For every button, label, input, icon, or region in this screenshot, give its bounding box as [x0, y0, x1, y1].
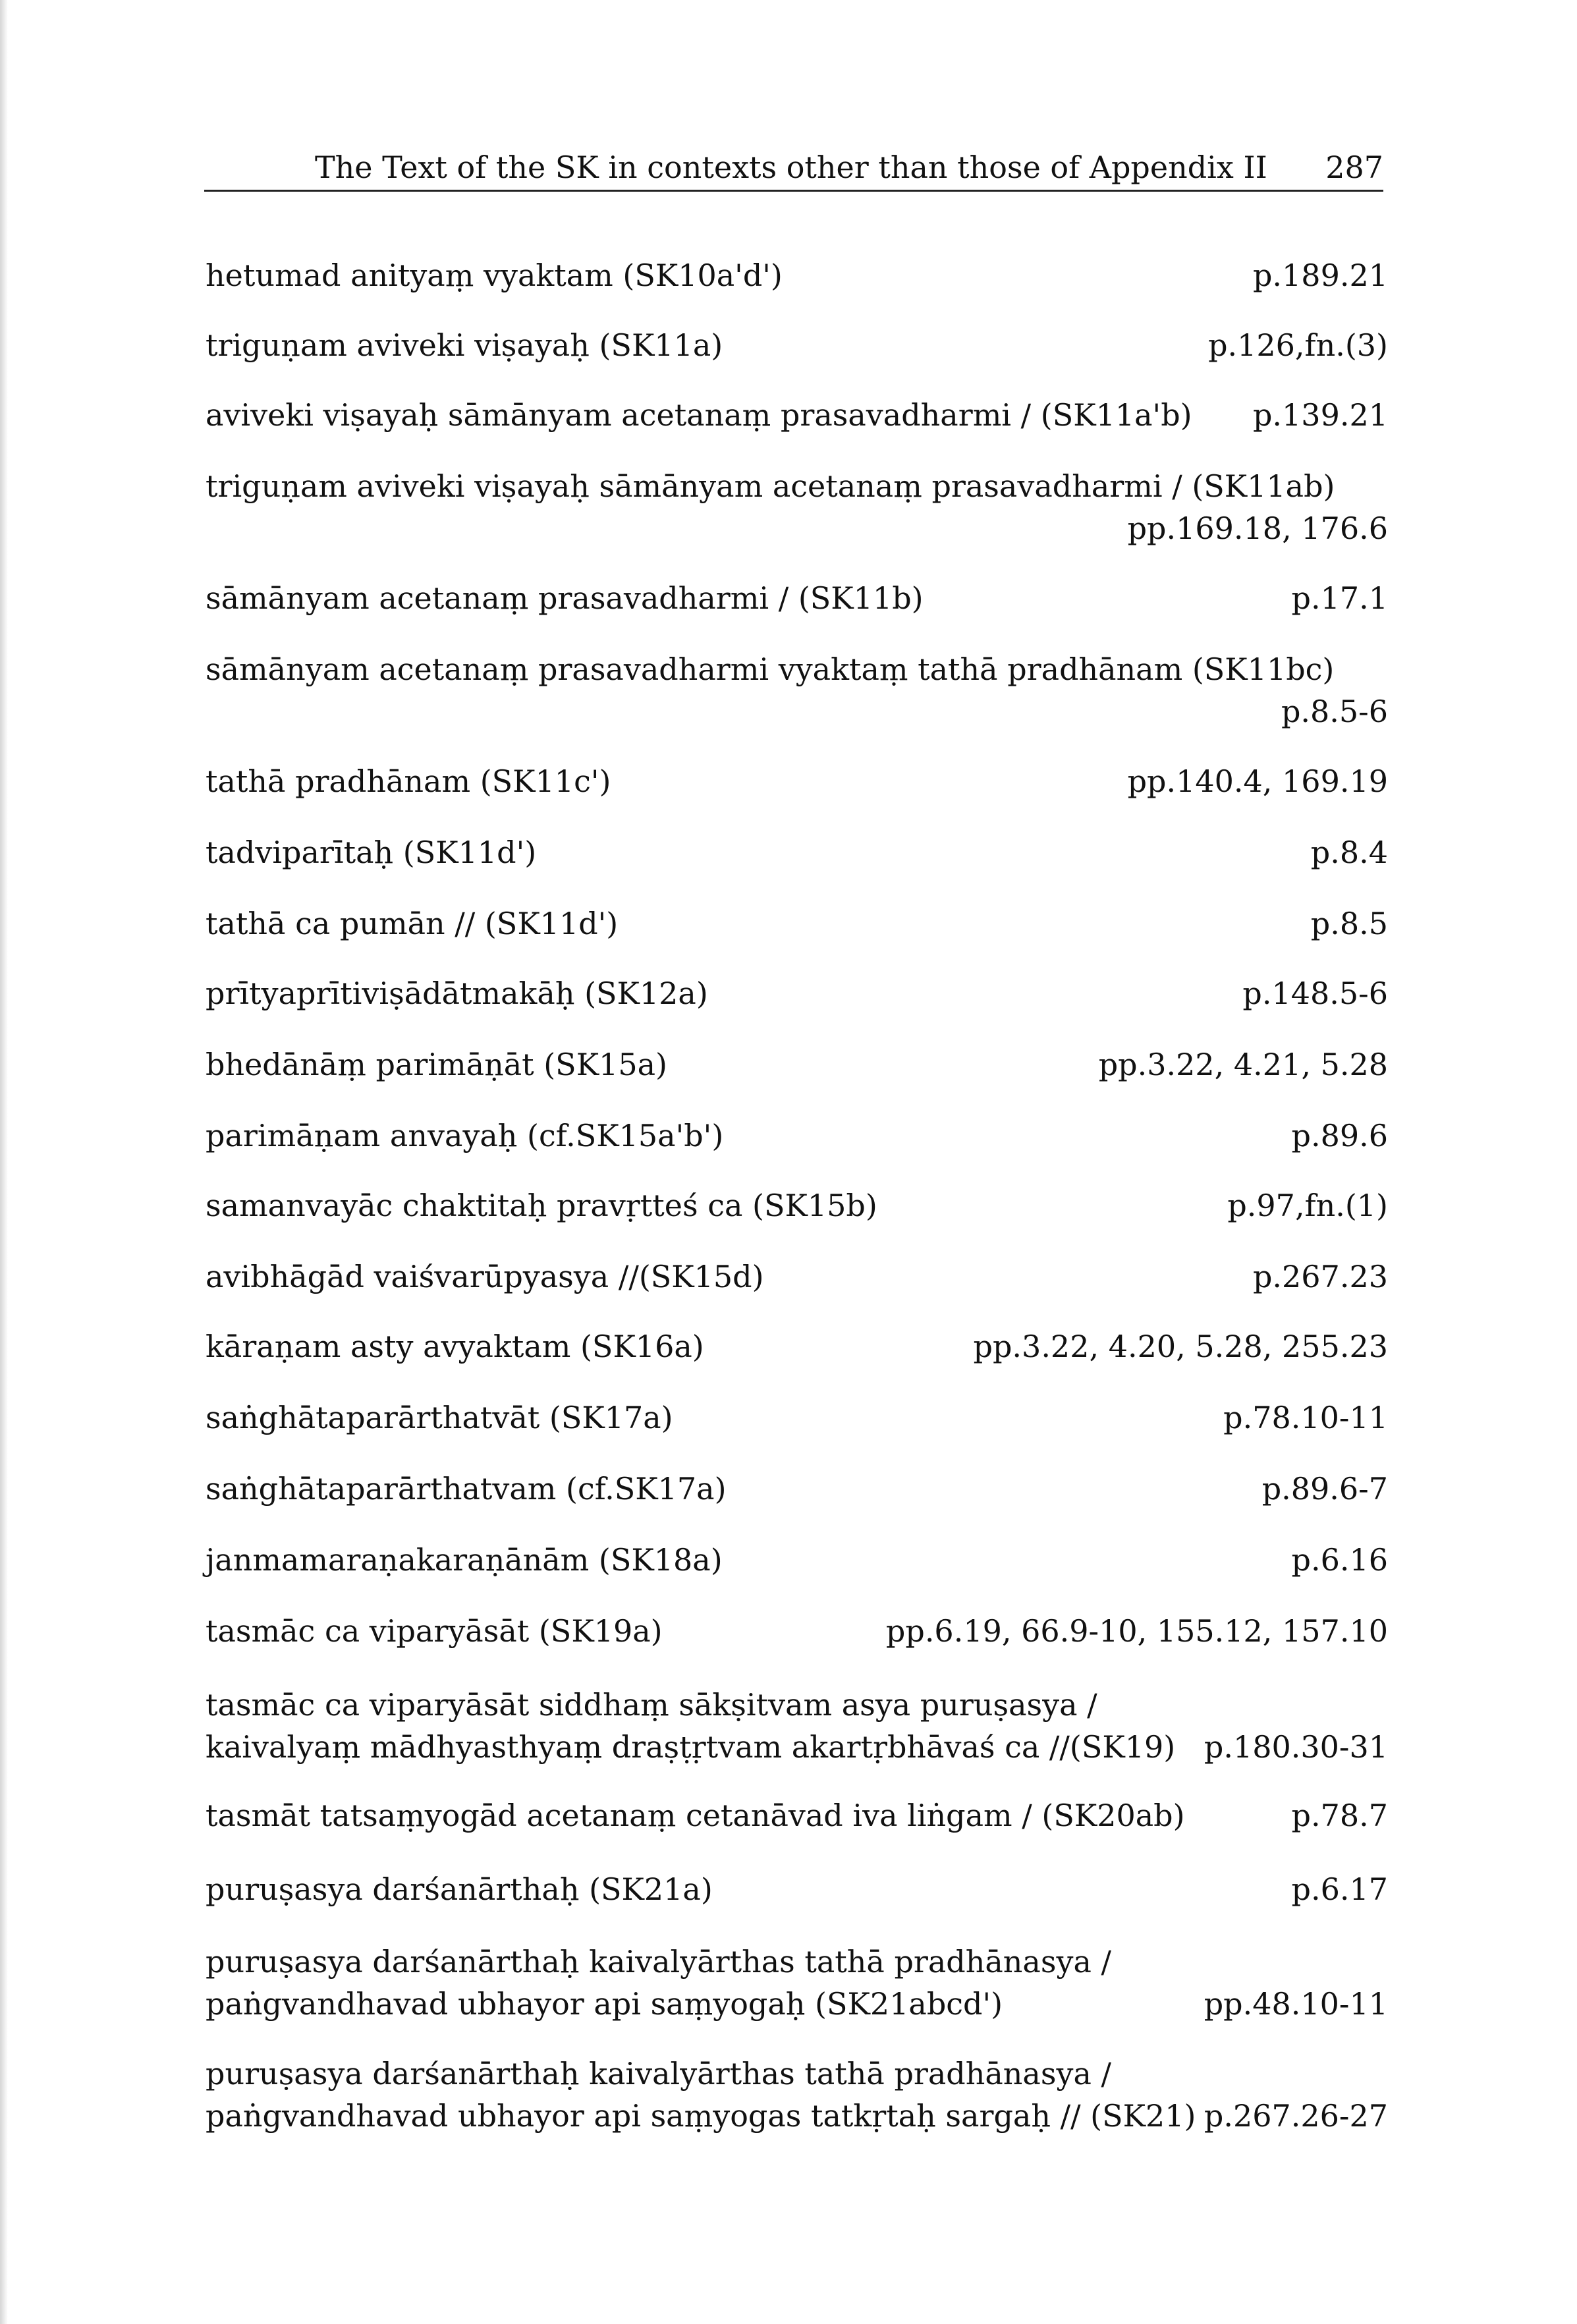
entry-text: sāmānyam acetanaṃ prasavadharmi / (SK11b): [206, 580, 924, 616]
index-entry: [206, 1184, 1388, 1227]
entry-reference: p.267.26-27: [1204, 2098, 1388, 2134]
entry-text-line: tasmāc ca viparyāsāt siddhaṃ sākṣitvam asya puruṣasya /: [206, 1687, 1097, 1723]
index-entry: [206, 760, 1388, 802]
page-number: 287: [1325, 150, 1383, 185]
entry-reference: pp.3.22, 4.21, 5.28: [1098, 1047, 1388, 1082]
running-header-title: The Text of the SK in contexts other than those of Appendix II: [315, 150, 1267, 185]
entry-text-line: paṅgvandhavad ubhayor api saṃyogas tatkṛtaḥ sargaḥ // (SK21): [206, 2098, 1196, 2134]
index-entry: [206, 1868, 1388, 1910]
entry-text: samanvayāc chaktitaḥ pravṛtteś ca (SK15b): [206, 1188, 877, 1223]
entry-reference: p.6.17: [1291, 1871, 1388, 1907]
entry-reference: pp.48.10-11: [1204, 1986, 1388, 2022]
header-rule: [204, 190, 1383, 192]
entry-reference: pp.169.18, 176.6: [1127, 511, 1388, 546]
entry-text: prītyaprītiviṣādātmakāḥ (SK12a): [206, 976, 708, 1011]
entry-reference: p.8.5: [1310, 906, 1388, 941]
index-entry: [206, 1325, 1388, 1368]
page-edge-shadow: [0, 0, 8, 2324]
entry-text: tasmāc ca viparyāsāt (SK19a): [206, 1613, 663, 1649]
index-entry: [206, 1610, 1388, 1652]
entry-reference: p.78.7: [1291, 1798, 1388, 1833]
entry-reference: p.78.10-11: [1223, 1400, 1388, 1435]
entry-reference: p.8.4: [1310, 835, 1388, 870]
entry-text-line: kaivalyaṃ mādhyasthyaṃ draṣṭṛtvam akartṛbhāvaś ca //(SK19): [206, 1729, 1176, 1765]
entry-text: parimāṇam anvayaḥ (cf.SK15a'b'): [206, 1118, 724, 1153]
entry-reference: p.189.21: [1252, 258, 1388, 293]
index-entry: [206, 972, 1388, 1014]
index-entry: [206, 1468, 1388, 1510]
entry-reference: p.97,fn.(1): [1227, 1188, 1388, 1223]
entry-reference: p.89.6: [1291, 1118, 1388, 1153]
index-entry: [206, 2053, 1388, 2137]
entry-text: sāmānyam acetanaṃ prasavadharmi vyaktaṃ tathā pradhānam (SK11bc): [206, 651, 1335, 687]
index-entry: [206, 254, 1388, 296]
index-entry: [206, 648, 1388, 733]
entry-text: aviveki viṣayaḥ sāmānyam acetanaṃ prasavadharmi / (SK11a'b): [206, 397, 1192, 433]
entry-reference: p.126,fn.(3): [1208, 327, 1388, 363]
entry-reference: p.17.1: [1291, 580, 1388, 616]
entry-text: tathā ca pumān // (SK11d'): [206, 906, 619, 941]
entry-text: tasmāt tatsaṃyogād acetanaṃ cetanāvad iva liṅgam / (SK20ab): [206, 1798, 1185, 1833]
entry-text: janmamaraṇakaraṇānām (SK18a): [206, 1542, 723, 1578]
index-entry: [206, 394, 1388, 436]
index-entry: [206, 831, 1388, 873]
entry-reference: p.89.6-7: [1261, 1471, 1388, 1507]
entry-text: hetumad anityaṃ vyaktam (SK10a'd'): [206, 258, 783, 293]
entry-reference: pp.6.19, 66.9-10, 155.12, 157.10: [885, 1613, 1388, 1649]
entry-text: triguṇam aviveki viṣayaḥ (SK11a): [206, 327, 723, 363]
entry-text-line: puruṣasya darśanārthaḥ kaivalyārthas tathā pradhānasya /: [206, 2056, 1111, 2091]
index-entry: [206, 1794, 1388, 1837]
index-entry: [206, 1941, 1388, 2025]
entry-text: puruṣasya darśanārthaḥ (SK21a): [206, 1871, 713, 1907]
entry-reference: p.6.16: [1291, 1542, 1388, 1578]
entry-reference: p.148.5-6: [1242, 976, 1388, 1011]
index-entry: [206, 324, 1388, 366]
entry-reference: p.180.30-31: [1204, 1729, 1388, 1765]
index-entry: [206, 1539, 1388, 1581]
entry-text: avibhāgād vaiśvarūpyasya //(SK15d): [206, 1259, 764, 1294]
entry-text: tadviparītaḥ (SK11d'): [206, 835, 537, 870]
index-entry: [206, 1043, 1388, 1086]
entry-reference: p.267.23: [1252, 1259, 1388, 1294]
entry-text: saṅghātaparārthatvāt (SK17a): [206, 1400, 673, 1435]
entry-reference: pp.3.22, 4.20, 5.28, 255.23: [973, 1329, 1388, 1364]
index-entry: [206, 1684, 1388, 1768]
index-entry: [206, 465, 1388, 549]
entry-reference: pp.140.4, 169.19: [1127, 763, 1388, 799]
index-entry: [206, 902, 1388, 945]
running-header: [204, 146, 1383, 188]
entry-text: kāraṇam asty avyaktam (SK16a): [206, 1329, 704, 1364]
entry-reference: p.139.21: [1252, 397, 1388, 433]
entry-text: triguṇam aviveki viṣayaḥ sāmānyam acetanaṃ prasavadharmi / (SK11ab): [206, 468, 1335, 504]
entry-reference: p.8.5-6: [1281, 694, 1388, 729]
index-entry: [206, 577, 1388, 619]
entry-text: bhedānāṃ parimāṇāt (SK15a): [206, 1047, 667, 1082]
entry-text-line: puruṣasya darśanārthaḥ kaivalyārthas tathā pradhānasya /: [206, 1944, 1111, 1979]
index-entry: [206, 1256, 1388, 1298]
entry-text-line: paṅgvandhavad ubhayor api saṃyogaḥ (SK21abcd'): [206, 1986, 1003, 2022]
entry-text: tathā pradhānam (SK11c'): [206, 763, 611, 799]
index-entry: [206, 1397, 1388, 1439]
index-entry: [206, 1115, 1388, 1157]
entry-text: saṅghātaparārthatvam (cf.SK17a): [206, 1471, 727, 1507]
